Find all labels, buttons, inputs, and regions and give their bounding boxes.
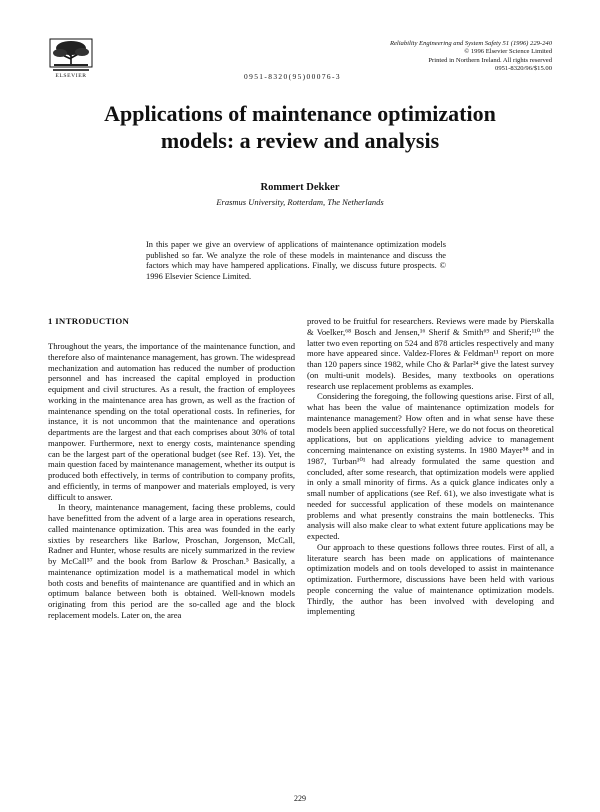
paragraph: Throughout the years, the importance of the maintenance function, and therefore also of maintenance management, has grown. The widespread mechanization and automation has reduced the number of production personnel and has increased the capital employed in production equipment and civil structures. As a result, the fraction of employees working in the maintenance area has grown, as well as the fraction of maintenance spending on the total operational costs. In refineries, for instance, it is not uncommon that the maintenance and operations departments are the largest and that each comprises about 30% of total manpower. Furthermore, next to energy costs, maintenance spending can be the largest part of the operational budget (see Ref. 13). Yet, the main question faced by maintenance management, whether its output is produced both effectively, in terms of contribution to company profits, and efficiently, in terms of manpower and materials employed, is very difficult to answer. <box>48 341 295 502</box>
publisher-name: ELSEVIER <box>55 73 87 79</box>
paragraph: Considering the foregoing, the following questions arise. First of all, what has been the value of maintenance optimization models for maintenance management? How often and in what sense have these models been applied successfully? Here, we do not focus on theoretical applications, but on applications yielding advice to management concerning maintenance on existing systems. In 1980 Mayer⁵⁸ and in 1987, Turban¹⁰¹ had already formulated the same question and concluded, after some research, that optimization models were applied in only a small minority of firms. As a quick glance indicates only a small number of applications (see Ref. 61), we also investigate what is needed for successful application of these models on maintenance problems and what presently constrains the main bottlenecks. This analysis will also make clear to what extent future applications may be expected. <box>307 391 554 541</box>
abstract: In this paper we give an overview of applications of maintenance optimization models published so far. We analyze the role of these models in maintenance and discuss the factors which may have hampered applications. Finally, we discuss future prospects. © 1996 Elsevier Science Limited. <box>146 240 446 281</box>
issn: 0951-8320(95)00076-3 <box>244 72 341 81</box>
title-line: Applications of maintenance optimization <box>104 101 496 126</box>
paragraph: Our approach to these questions follows three routes. First of all, a literature search has been made on applications of maintenance optimization models and on tools developed to assist in maintenance optimization. Furthermore, discussions have been held with various people concerning the value of maintenance optimization models. Thirdly, the author has been involved with developing and implementing <box>307 541 554 617</box>
article-title <box>60 100 540 154</box>
author-affiliation: Erasmus University, Rotterdam, The Netherlands <box>216 197 384 207</box>
paragraph: proved to be fruitful for researchers. Reviews were made by Pierskalla & Voelker,⁶⁸ Bosch and Jensen,¹⁶ Sherif & Smith⁶⁹ and Sherif;¹¹⁰ the latter two even reporting on 524 and 878 articles respectively and many more have appeared since. Valdez-Flores & Feldman¹¹ report on more than 120 papers since 1982, while Cho & Parlar²⁴ give the latest survey (on multi-unit models). Besides, many textbooks on operations research use replacement problems as examples. <box>307 316 554 391</box>
right-column <box>307 316 554 617</box>
section-heading: 1 INTRODUCTION <box>48 316 130 326</box>
journal-citation: Reliability Engineering and System Safety 51 (1996) 229-240 <box>389 40 552 47</box>
copyright-line: © 1996 Elsevier Science Limited <box>464 48 552 56</box>
printed-line: Printed in Northern Ireland. All rights reserved <box>428 56 552 64</box>
price-code: 0951-8320/96/$15.00 <box>495 65 552 73</box>
left-column <box>48 316 295 621</box>
title-line: models: a review and analysis <box>160 128 440 153</box>
journal-info <box>352 40 552 74</box>
page-number: 229 <box>294 794 306 803</box>
publisher-logo <box>48 38 94 79</box>
paragraph: In theory, maintenance management, facing these problems, could have benefitted from the advent of a large area in operations research, called maintenance optimization. This area was founded in the early sixties by researchers like Barlow, Proschan, Jorgenson, McCall, Radner and Hunter, whose results are nicely summarized in the review by McCall⁵⁷ and the book from Barlow & Proschan.⁵ Basically, a maintenance optimization model is a mathematical model in which both costs and benefits of maintenance are quantified and in which an optimum balance between both is obtained. Well-known models originating from this period are the so-called age and the block replacement models. Later on, the area <box>48 502 295 620</box>
author-name: Rommert Dekker <box>260 182 340 193</box>
elsevier-tree-icon <box>48 38 94 72</box>
